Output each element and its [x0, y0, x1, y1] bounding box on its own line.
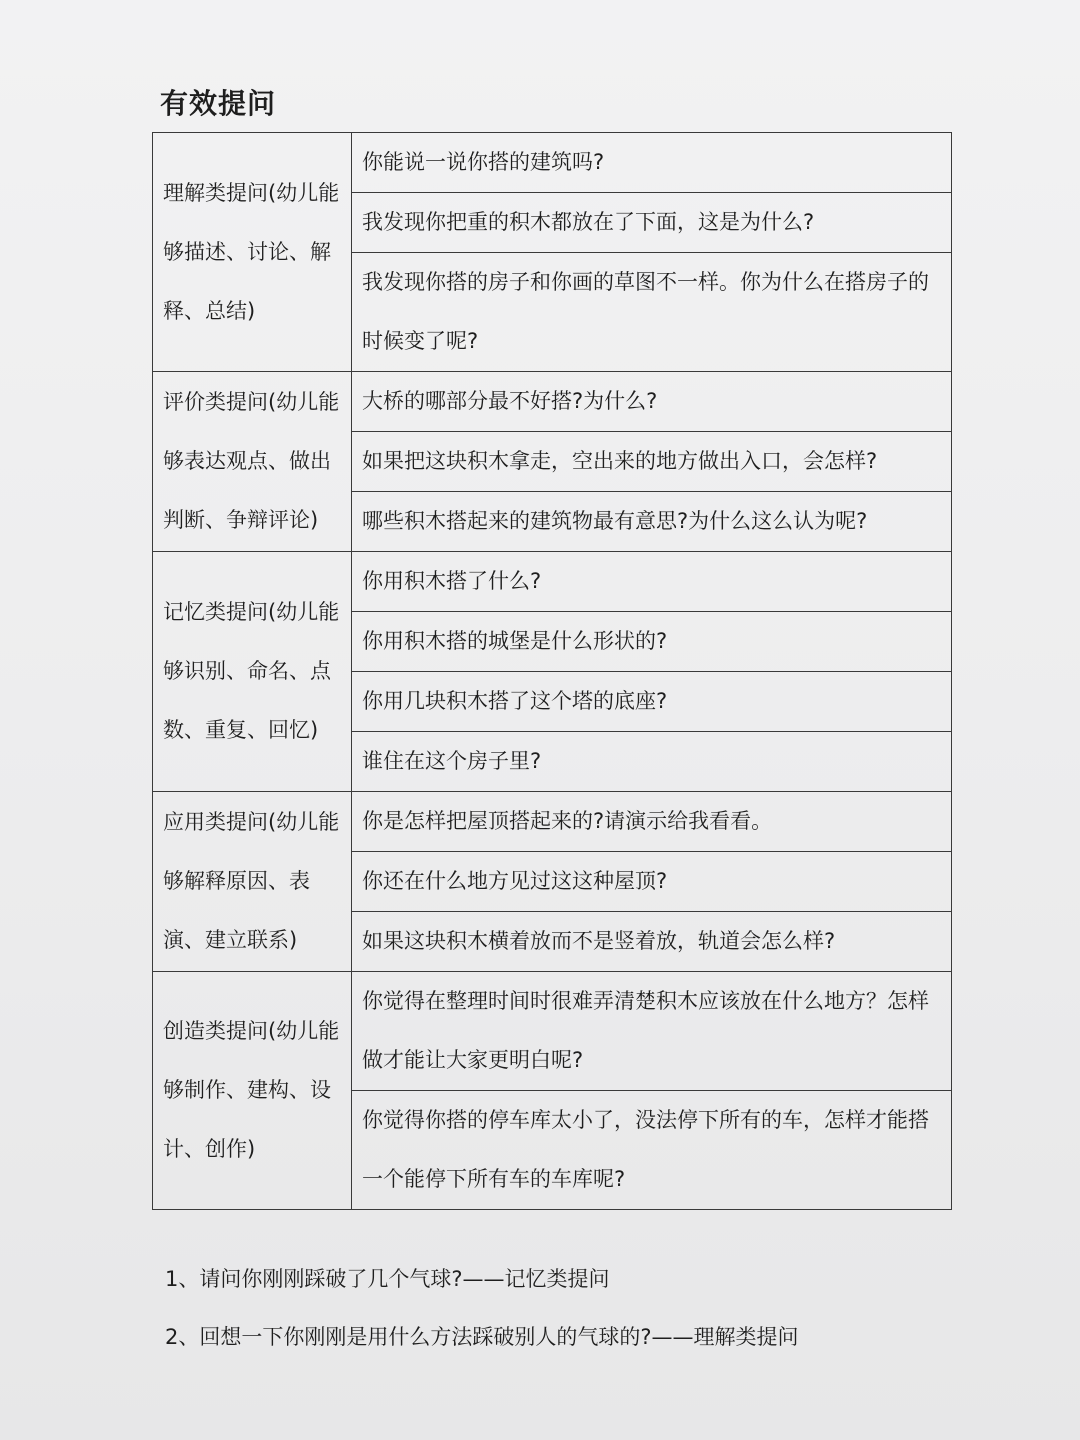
question-cell: 我发现你搭的房子和你画的草图不一样。你为什么在搭房子的时候变了呢?	[352, 253, 952, 372]
question-cell: 你觉得你搭的停车库太小了，没法停下所有的车，怎样才能搭一个能停下所有车的车库呢?	[352, 1091, 952, 1210]
question-cell: 哪些积木搭起来的建筑物最有意思?为什么这么认为呢?	[352, 492, 952, 552]
question-table	[152, 132, 952, 1210]
table-row	[153, 552, 952, 612]
category-cell: 记忆类提问(幼儿能够识别、命名、点数、重复、回忆)	[153, 552, 352, 792]
note-item: 2、回想一下你刚刚是用什么方法踩破别人的气球的?——理解类提问	[165, 1325, 799, 1349]
question-cell: 如果这块积木横着放而不是竖着放，轨道会怎么样?	[352, 912, 952, 972]
question-cell: 你用积木搭的城堡是什么形状的?	[352, 612, 952, 672]
question-cell: 如果把这块积木拿走，空出来的地方做出入口，会怎样?	[352, 432, 952, 492]
question-cell: 你觉得在整理时间时很难弄清楚积木应该放在什么地方？怎样做才能让大家更明白呢?	[352, 972, 952, 1091]
question-cell: 谁住在这个房子里?	[352, 732, 952, 792]
category-cell: 应用类提问(幼儿能够解释原因、表演、建立联系)	[153, 792, 352, 972]
table-row	[153, 972, 952, 1091]
category-cell: 创造类提问(幼儿能够制作、建构、设计、创作)	[153, 972, 352, 1210]
question-cell: 你用几块积木搭了这个塔的底座?	[352, 672, 952, 732]
question-cell: 你是怎样把屋顶搭起来的?请演示给我看看。	[352, 792, 952, 852]
question-cell: 你能说一说你搭的建筑吗?	[352, 133, 952, 193]
category-cell: 评价类提问(幼儿能够表达观点、做出判断、争辩评论)	[153, 372, 352, 552]
table-row	[153, 372, 952, 432]
question-cell: 你用积木搭了什么?	[352, 552, 952, 612]
question-cell: 大桥的哪部分最不好搭?为什么?	[352, 372, 952, 432]
table-row	[153, 133, 952, 193]
table-row	[153, 792, 952, 852]
notes-list	[165, 1262, 799, 1378]
page-title: 有效提问	[160, 87, 277, 120]
note-item: 1、请问你刚刚踩破了几个气球?——记忆类提问	[165, 1267, 610, 1291]
question-cell: 我发现你把重的积木都放在了下面，这是为什么?	[352, 193, 952, 253]
category-cell: 理解类提问(幼儿能够描述、讨论、解释、总结)	[153, 133, 352, 372]
question-cell: 你还在什么地方见过这这种屋顶?	[352, 852, 952, 912]
